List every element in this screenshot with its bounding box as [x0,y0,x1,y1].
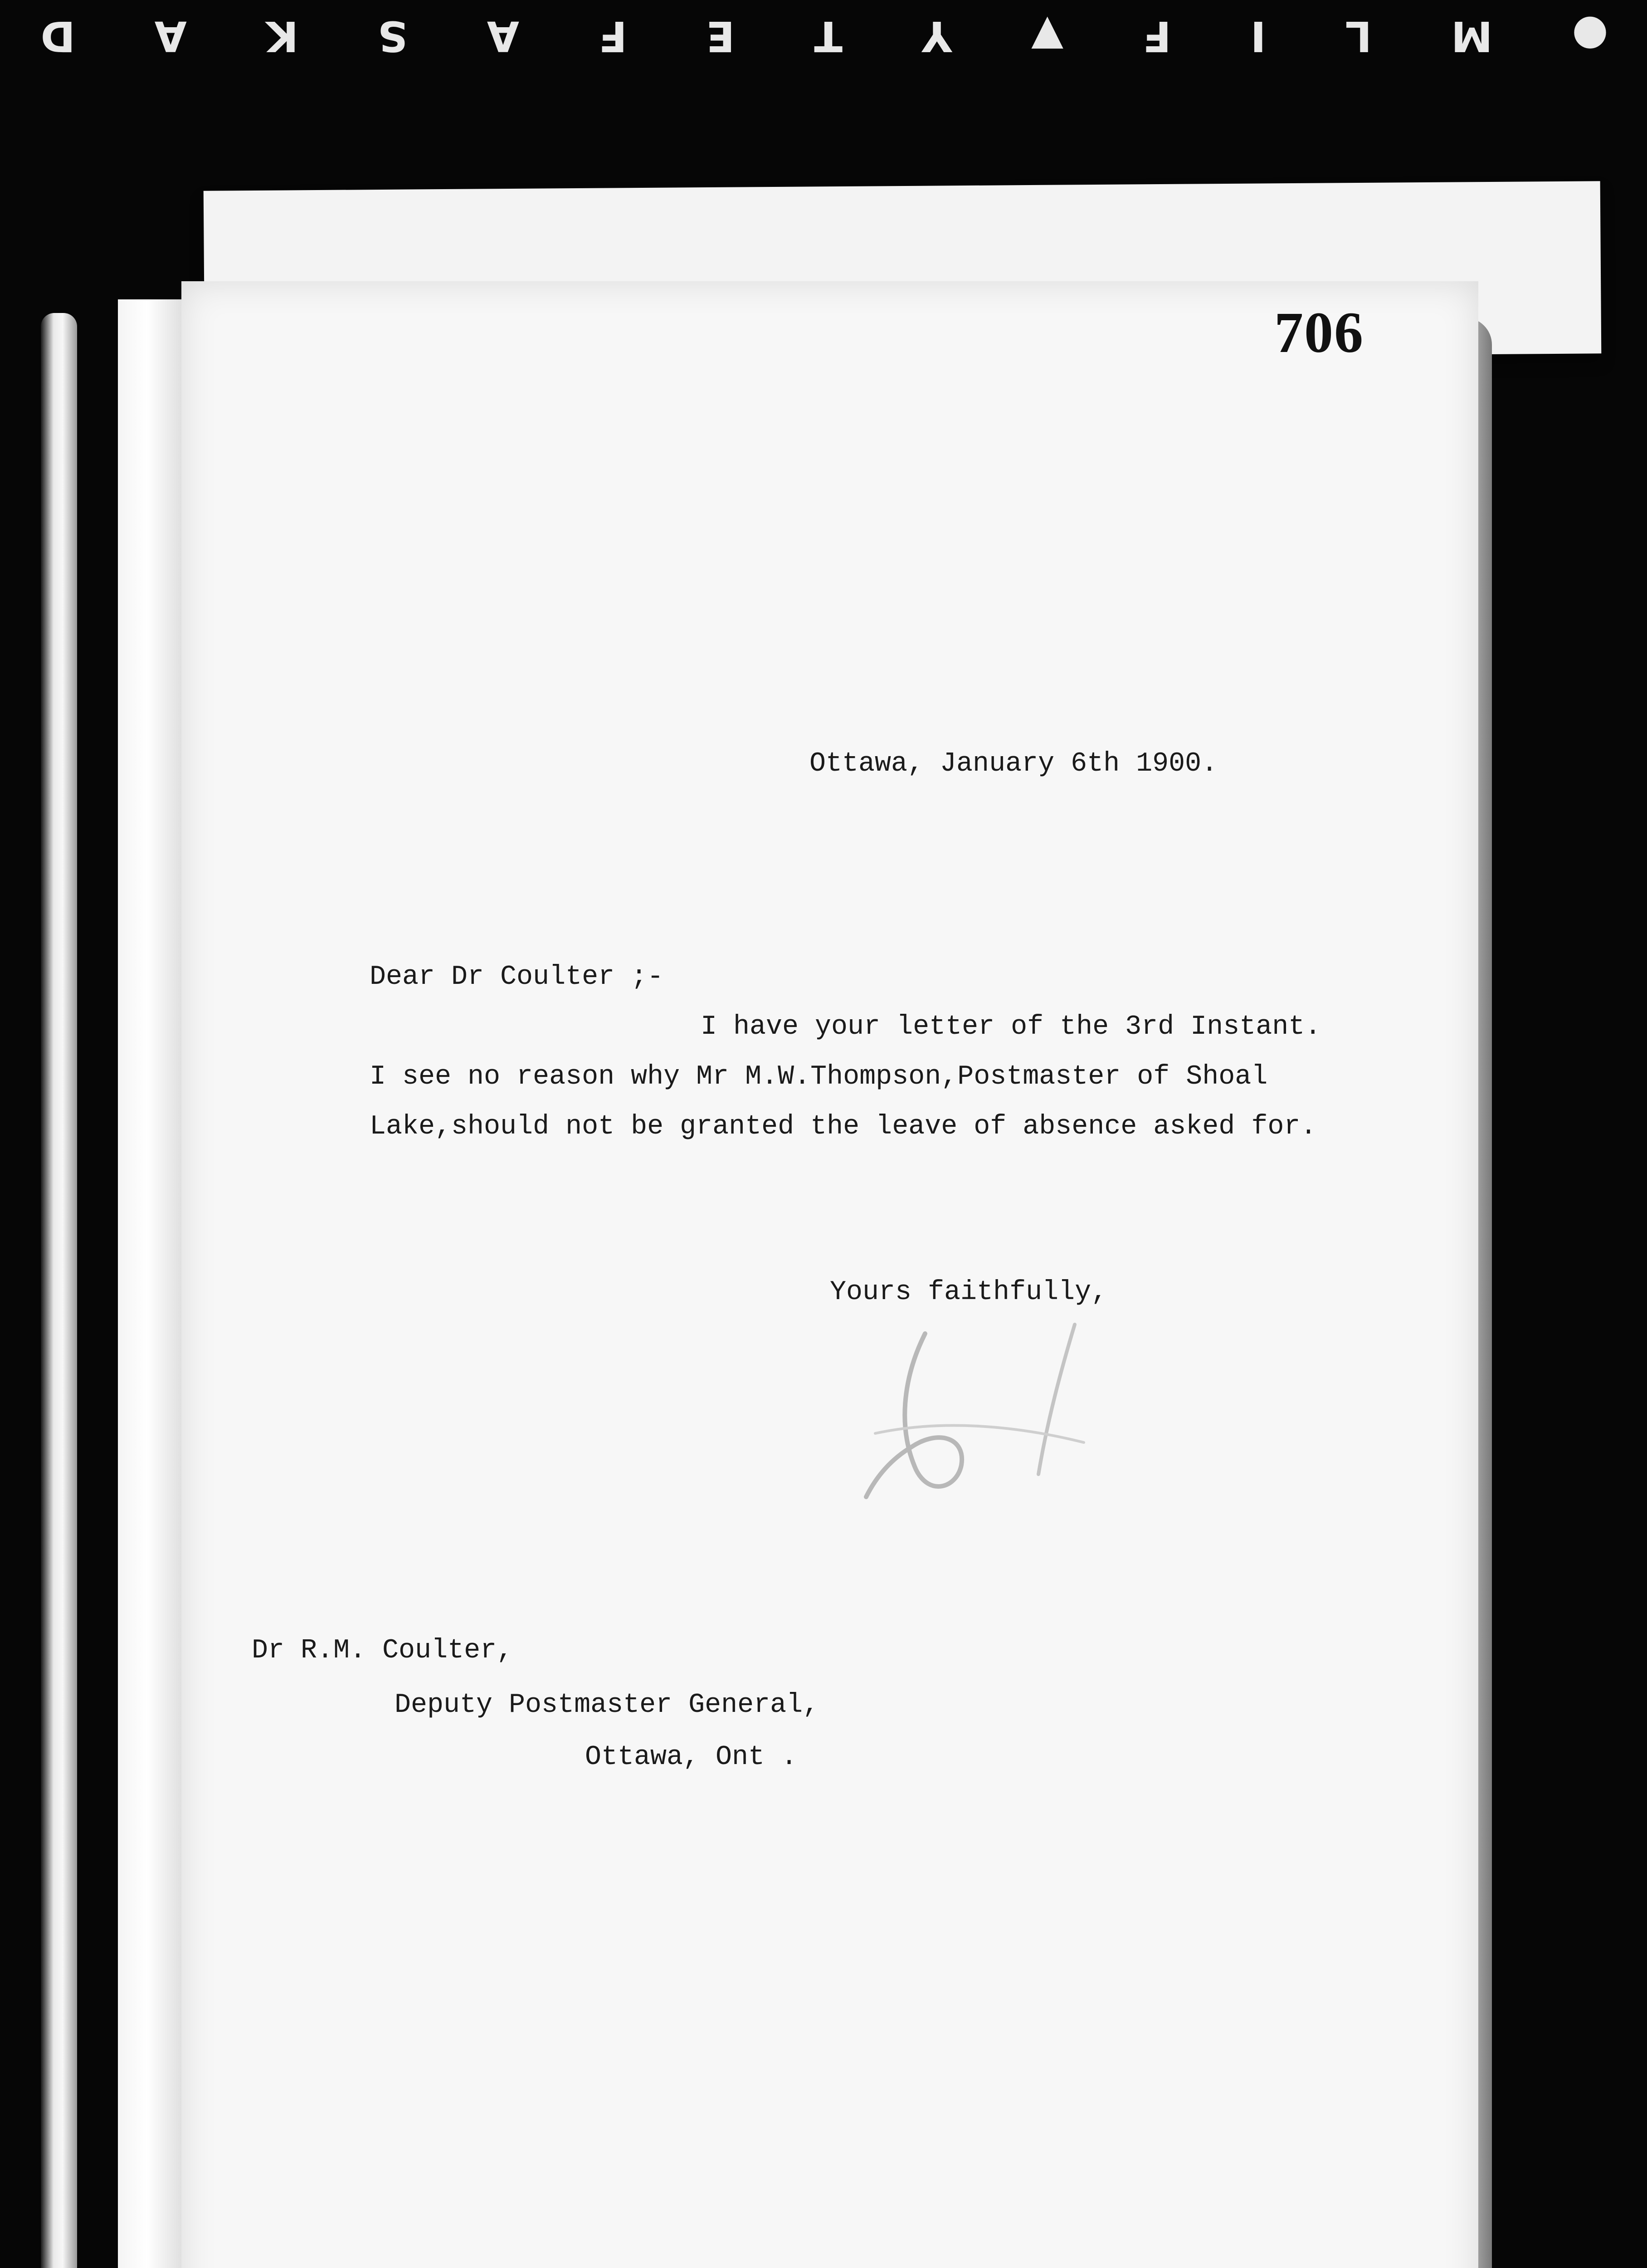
film-edge-mark: I [1248,12,1266,61]
address-line: Ottawa, Ont . [585,1742,798,1773]
address-line: Deputy Postmaster General, [395,1690,819,1721]
letter-page [181,281,1478,2268]
film-edge-mark: T [812,12,843,61]
film-edge-mark: F [596,12,627,61]
film-edge-mark: L [1343,12,1372,61]
film-edge-mark: A [485,12,520,61]
film-edge-mark: E [704,12,735,61]
closing: Yours faithfully, [830,1277,1108,1308]
salutation: Dear Dr Coulter ;- [370,962,664,992]
body-line: I see no reason why Mr M.W.Thompson,Postmaster of Shoal [370,1061,1268,1092]
film-edge-mark: S [375,12,408,61]
film-edge-mark: D [39,12,75,61]
film-edge-mark: A [152,12,187,61]
film-edge-mark: F [1140,12,1171,61]
body-line: Lake,should not be granted the leave of absence asked for. [370,1111,1317,1142]
signature [848,1315,1193,1506]
film-edge-mark: M [1449,12,1493,61]
folio-number: 706 [1274,300,1364,365]
address-line: Dr R.M. Coulter, [252,1635,513,1666]
paper-stack-edge [41,313,77,2268]
film-edge-mark: ● [1570,12,1608,61]
date-line: Ottawa, January 6th 1900. [809,748,1218,779]
film-edge-mark: ▼ [1029,12,1063,61]
paper-stack-edge [118,299,190,2268]
film-edge-text [0,0,1647,73]
film-edge-mark: Y [920,12,952,61]
film-edge-mark: K [264,12,298,61]
body-line: I have your letter of the 3rd Instant. [701,1012,1321,1042]
